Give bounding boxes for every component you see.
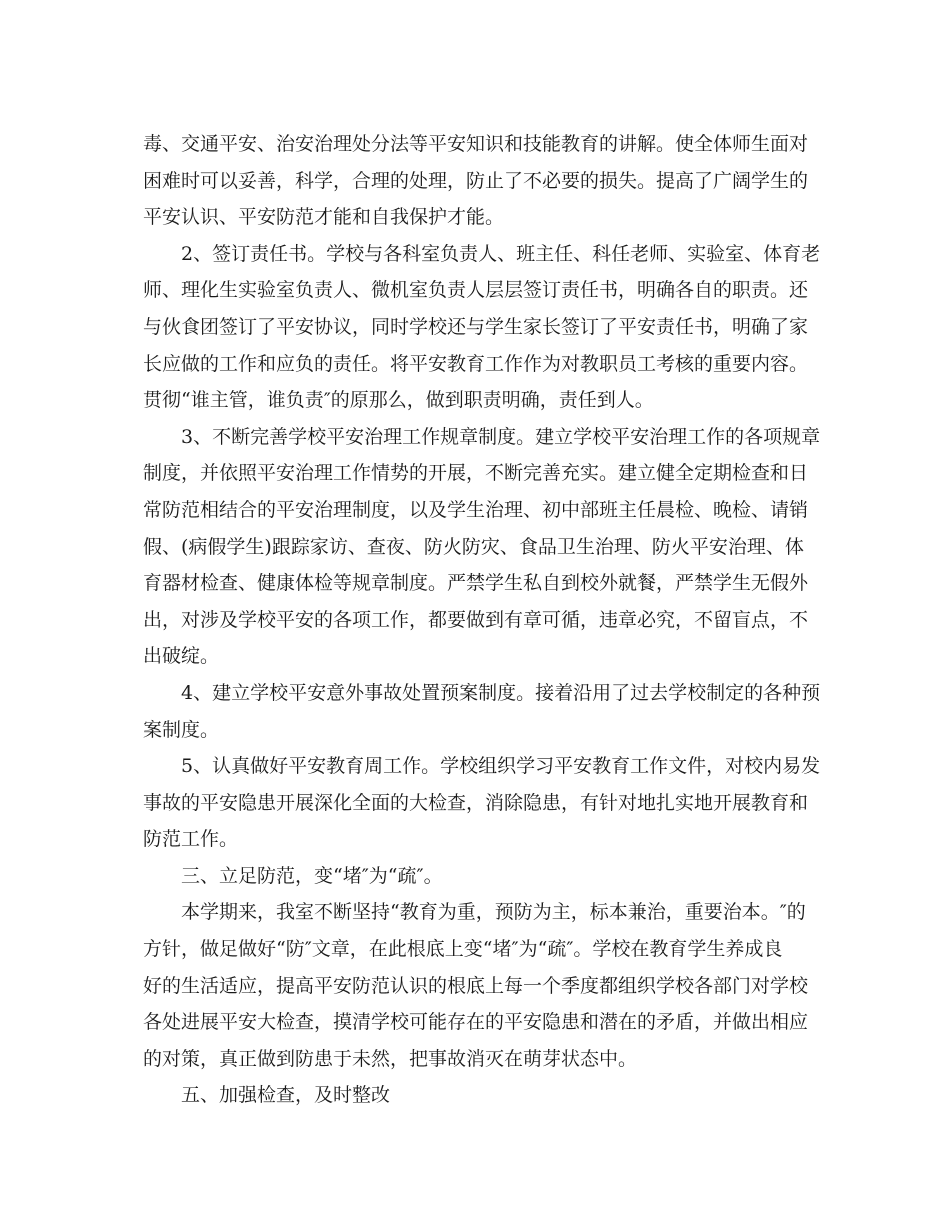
text-line: 出，对涉及学校平安的各项工作，都要做到有章可循，违章必究，不留盲点，不: [143, 608, 809, 631]
text-line: 防范工作。: [143, 828, 239, 851]
text-line: 困难时可以妥善，科学，合理的处理，防止了不必要的损失。提高了广阔学生的: [143, 169, 809, 192]
text-line: 案制度。: [143, 718, 220, 741]
text-line: 平安认识、平安防范才能和自我保护才能。: [143, 206, 505, 229]
text-line: 出破绽。: [143, 645, 220, 668]
text-line: 与伙食团签订了平安协议，同时学校还与学生家长签订了平安责任书，明确了家: [143, 315, 809, 338]
text-line: 师、理化生实验室负责人、微机室负责人层层签订责任书，明确各自的职责。还: [143, 279, 809, 302]
text-line: 方针，做足做好“防″文章，在此根底上变“堵″为“疏″。学校在教育学生养成良: [143, 938, 783, 961]
text-line: 假、(病假学生)跟踪家访、查夜、防火防灾、食品卫生治理、防火平安治理、体: [143, 535, 804, 558]
text-line: 制度，并依照平安治理工作情势的开展，不断完善充实。建立健全定期检查和日: [143, 462, 809, 485]
text-line: 本学期来，我室不断坚持“教育为重，预防为主，标本兼治，重要治本。″的: [181, 901, 806, 924]
text-line: 4、建立学校平安意外事故处置预案制度。接着沿用了过去学校制定的各种预: [181, 681, 821, 704]
text-line: 好的生活适应，提高平安防范认识的根底上每一个季度都组织学校各部门对学校: [143, 974, 809, 997]
text-line: 3、不断完善学校平安治理工作规章制度。建立学校平安治理工作的各项规章: [181, 425, 821, 448]
text-line: 各处进展平安大检查，摸清学校可能存在的平安隐患和潜在的矛盾，并做出相应: [143, 1011, 809, 1034]
text-line: 常防范相结合的平安治理制度，以及学生治理、初中部班主任晨检、晚检、请销: [143, 498, 809, 521]
text-line: 2、签订责任书。学校与各科室负责人、班主任、科任老师、实验室、体育老: [181, 242, 821, 265]
section-heading: 五、加强检查，及时整改: [181, 1084, 391, 1107]
text-line: 事故的平安隐患开展深化全面的大检查，消除隐患，有针对地扎实地开展教育和: [143, 791, 809, 814]
text-line: 育器材检查、健康体检等规章制度。严禁学生私自到校外就餐，严禁学生无假外: [143, 572, 809, 595]
text-line: 5、认真做好平安教育周工作。学校组织学习平安教育工作文件，对校内易发: [181, 755, 821, 778]
text-line: 长应做的工作和应负的责任。将平安教育工作作为对教职员工考核的重要内容。: [143, 352, 809, 375]
text-line: 的对策，真正做到防患于未然，把事故消灭在萌芽状态中。: [143, 1047, 638, 1070]
section-heading: 三、立足防范，变“堵″为“疏″。: [181, 864, 443, 887]
text-line: 贯彻“谁主管，谁负责″的原那么，做到职责明确，责任到人。: [143, 389, 654, 412]
document-body: [143, 126, 821, 1114]
text-line: 毒、交通平安、治安治理处分法等平安知识和技能教育的讲解。使全体师生面对: [143, 133, 809, 155]
